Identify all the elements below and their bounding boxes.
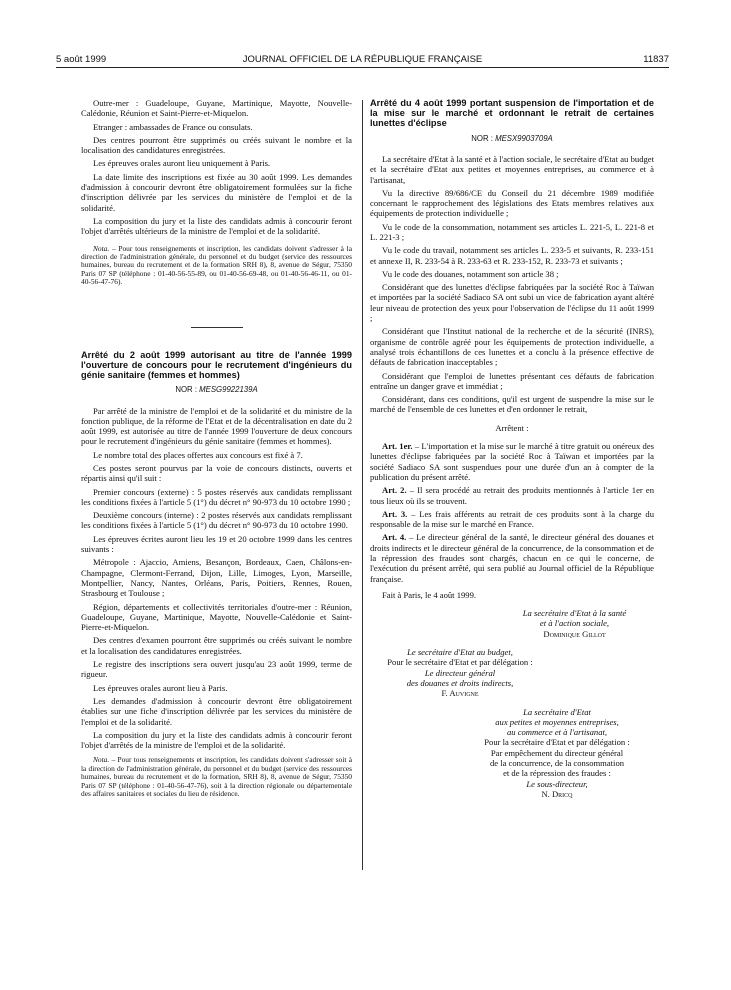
signatory-name: Dominique Gillot (543, 628, 606, 639)
paragraph: Deuxième concours (interne) : 2 postes réservés aux candidats remplissant les conditions fixées à l'article 5 (1°) du décret n° 90-973 du 10 octobre 1990. (81, 510, 352, 531)
delegation-line: Par empêchement du directeur général (490, 747, 624, 758)
page-number: 11837 (643, 54, 669, 65)
header-rule (56, 67, 669, 68)
signatory-title: aux petites et moyennes entreprises, (495, 716, 619, 727)
note-text: – Pour tous renseignements et inscription, les candidats doivent s'adresser soit à la direction de l'administration générale, du personnel et du budget (service des ressources humaines, bureau du recrutement et de la formation, SRH 8), 8, avenue de Ségur, 75350 Paris 07 SP (téléphone : 01-40-56-47-76), soit à la direction régionale ou départementale des affaires sanitaires et sociales du lieu de résidence. (81, 755, 352, 799)
left-column (81, 98, 352, 800)
note (81, 245, 352, 287)
paragraph: Le registre des inscriptions sera ouvert jusqu'au 23 août 1999, terme de rigueur. (81, 659, 352, 680)
paragraph: Le nombre total des places offertes aux concours est fixé à 7. (93, 449, 303, 460)
note-label: Nota. (93, 755, 110, 765)
paragraph: Vu le code du travail, notamment ses articles L. 233-5 et suivants, R. 233-151 et annexe II, R. 233-54 à R. 233-63 et R. 233-152, R. 233-73 et suivants ; (370, 245, 654, 266)
signatory-title: Le sous-directeur, (526, 778, 588, 789)
delegation-line: Pour la secrétaire d'Etat et par délégation : (484, 737, 630, 748)
done-at: Fait à Paris, le 4 août 1999. (382, 589, 477, 600)
paragraph: Région, départements et collectivités territoriales d'outre-mer : Réunion, Guadeloupe, Guyane, Martinique, Mayotte, Nouvelle-Calédonie et Saint-Pierre-et-Miquelon. (81, 601, 352, 633)
paragraph: La composition du jury et la liste des candidats admis à concourir feront l'objet d'arrêtés ultérieurs de la ministre de l'emploi et de la solidarité. (81, 215, 352, 237)
paragraph: Métropole : Ajaccio, Amiens, Besançon, Bordeaux, Caen, Châlons-en-Champagne, Clermont-Ferrand, Dijon, Lille, Limoges, Lyon, Marseille, Montpellier, Nancy, Nantes, Orléans, Paris, Poitiers, Rennes, Rouen, Strasbourg et Toulouse ; (81, 557, 352, 599)
signature-block-3 (460, 707, 654, 800)
paragraph: Outre-mer : Guadeloupe, Guyane, Martinique, Mayotte, Nouvelle-Calédonie, Réunion et Saint-Pierre-et-Miquelon. (81, 98, 352, 119)
article-3: Art. 3. – Les frais afférents au retrait de ces produits sont à la charge du responsable de la mise sur le marché en France. (370, 508, 655, 530)
signatory-title: Le secrétaire d'Etat au budget, (407, 647, 513, 658)
signature-block-2 (370, 647, 550, 698)
paragraph: Des centres pourront être supprimés ou créés suivant le nombre et la localisation des candidatures enregistrées. (81, 134, 352, 156)
note (81, 756, 352, 798)
paragraph: Vu la directive 89/686/CE du Conseil du 21 décembre 1989 modifiée concernant le rapprochement des législations des Etats membres relatives aux équipements de protection individuelle ; (370, 187, 654, 219)
paragraph: Ces postes seront pourvus par la voie de concours distincts, ouverts et répartis ainsi qu'il suit : (81, 462, 352, 484)
paragraph: Considérant, dans ces conditions, qu'il est urgent de suspendre la mise sur le marché de l'ensemble de ces lunettes et d'en ordonner le retrait, (370, 394, 654, 415)
signature-block-1 (495, 608, 654, 639)
delegation-line: Pour le secrétaire d'Etat et par délégation : (387, 657, 533, 668)
paragraph: Par arrêté de la ministre de l'emploi et de la solidarité et du ministre de la fonction publique, de la réforme de l'Etat et de la décentralisation en date du 2 août 1999, est autorisée au titre de l'année 1999 l'ouverture de deux concours pour le recrutement d'ingénieurs du génie sanitaire (femmes et hommes). (81, 405, 352, 447)
paragraph: La date limite des inscriptions est fixée au 30 août 1999. Les demandes d'admission à concourir devront être obligatoirement formulées sur la fiche d'inscription délivrée par les services du ministère de l'emploi et de la solidarité. (81, 171, 352, 213)
paragraph: Considérant que l'Institut national de la recherche et de la sécurité (INRS), organisme de contrôle agréé pour les équipements de protection individuelle, a analysé trois échantillons de ces lunettes et a conclu à la présence effective de défauts de fabrication inacceptables ; (370, 326, 654, 368)
delegation-line: de la concurrence, de la consommation (489, 758, 625, 769)
decree-title: Arrêté du 4 août 1999 portant suspension de l'importation et de la mise sur le marché et ordonnant le retrait de certaines lunettes d'éclipse (370, 98, 654, 129)
separator (191, 327, 243, 328)
arretent-heading: Arrêtent : (495, 422, 529, 433)
signatory-title: au commerce et à l'artisanat, (506, 727, 608, 738)
column-divider (362, 100, 363, 870)
signatory-title: Le directeur général (424, 667, 496, 678)
signatory-name: N. Dricq (541, 788, 573, 799)
paragraph: Des centres d'examen pourront être supprimés ou créés suivant le nombre et la localisation des candidatures enregistrées. (81, 635, 352, 656)
article-1: Art. 1er. – L'importation et la mise sur le marché à titre gratuit ou onéreux des lunettes d'éclipse fabriquées par la société Roc à Taïwan et importées par la société Sadiaco SA sont suspendues pour une durée d'un an à compter de la publication du présent arrêté. (370, 441, 654, 482)
article-4: Art. 4. – Le directeur général de la santé, le directeur général des douanes et droits indirects et le directeur général de la concurrence, de la consommation et de la répression des fraudes sont chargés, chacun en ce qui le concerne, de l'exécution du présent arrêté, qui sera publié au Journal officiel de la République française. (370, 532, 655, 584)
paragraph: Considérant que l'emploi de lunettes présentant ces défauts de fabrication entraîne un danger grave et immédiat ; (370, 370, 654, 391)
page-header (56, 54, 669, 68)
note-text: – Pour tous renseignements et inscription, les candidats doivent s'adresser à la direction de l'administration générale, du personnel et du budget (service des ressources humaines, bureau du recrutement et de la formation SRH 8), 8, avenue de Ségur, 75350 Paris 07 SP (téléphone : 01-40-56-55-89, ou 01-40-56-69-48, ou 01-40-56-46-11, ou 01-40-56-47-76). (81, 243, 352, 287)
paragraph: Les demandes d'admission à concourir devront être obligatoirement établies sur une fiche d'inscription délivrée par les services du ministère de l'emploi et de la solidarité. (81, 695, 352, 727)
decree-title: Arrêté du 2 août 1999 autorisant au titre de l'année 1999 l'ouverture de concours pour le recrutement d'ingénieurs du génie sanitaire (femmes et hommes) (81, 349, 352, 380)
delegation-line: et de la répression des fraudes : (503, 768, 611, 779)
article-2: Art. 2. – Il sera procédé au retrait des produits mentionnés à l'article 1er en tous lieux où ils se trouvent. (370, 485, 654, 506)
header-date: 5 août 1999 (56, 54, 107, 65)
paragraph: La secrétaire d'Etat à la santé et à l'action sociale, le secrétaire d'Etat au budget et la secrétaire d'Etat aux petites et moyennes entreprises, au commerce et à l'artisanat, (370, 153, 654, 185)
paragraph: Les épreuves orales auront lieu uniquement à Paris. (93, 158, 271, 169)
signatory-title: La secrétaire d'Etat (523, 706, 591, 717)
signatory-name: F. Auvigne (441, 688, 479, 699)
nor-reference: NOR : MESX9903709A (471, 133, 553, 143)
paragraph: Les épreuves écrites auront lieu les 19 et 20 octobre 1999 dans les centres suivants : (81, 533, 352, 555)
right-column (370, 98, 654, 799)
signatory-title: et à l'action sociale, (539, 618, 610, 629)
paragraph: Vu le code de la consommation, notamment ses articles L. 221-5, L. 221-8 et L. 221-3 ; (370, 221, 654, 242)
paragraph: Vu le code des douanes, notamment son article 38 ; (382, 268, 559, 279)
journal-title: JOURNAL OFFICIEL DE LA RÉPUBLIQUE FRANÇAISE (242, 54, 483, 65)
paragraph: La composition du jury et la liste des candidats admis à concourir feront l'objet d'arrêtés de la ministre de l'emploi et de la solidarité. (81, 729, 352, 751)
signatory-title: des douanes et droits indirects, (406, 677, 514, 688)
signatory-title: La secrétaire d'Etat à la santé (522, 608, 627, 619)
paragraph: Considérant que des lunettes d'éclipse fabriquées par la société Roc à Taïwan et importées par la société Sadiaco SA ont subi un vice de fabrication ayant altéré leur niveau de protection des yeux pour l'observation de l'éclipse du 11 août 1999 ; (370, 282, 654, 324)
paragraph: Etranger : ambassades de France ou consulats. (93, 121, 253, 132)
paragraph: Premier concours (externe) : 5 postes réservés aux candidats remplissant les conditions fixées à l'article 5 (1°) du décret n° 90-973 du 10 octobre 1990 ; (81, 486, 352, 507)
paragraph: Les épreuves orales auront lieu à Paris. (93, 682, 228, 693)
note-label: Nota. (93, 243, 110, 253)
nor-reference: NOR : MESG9922139A (175, 385, 258, 395)
